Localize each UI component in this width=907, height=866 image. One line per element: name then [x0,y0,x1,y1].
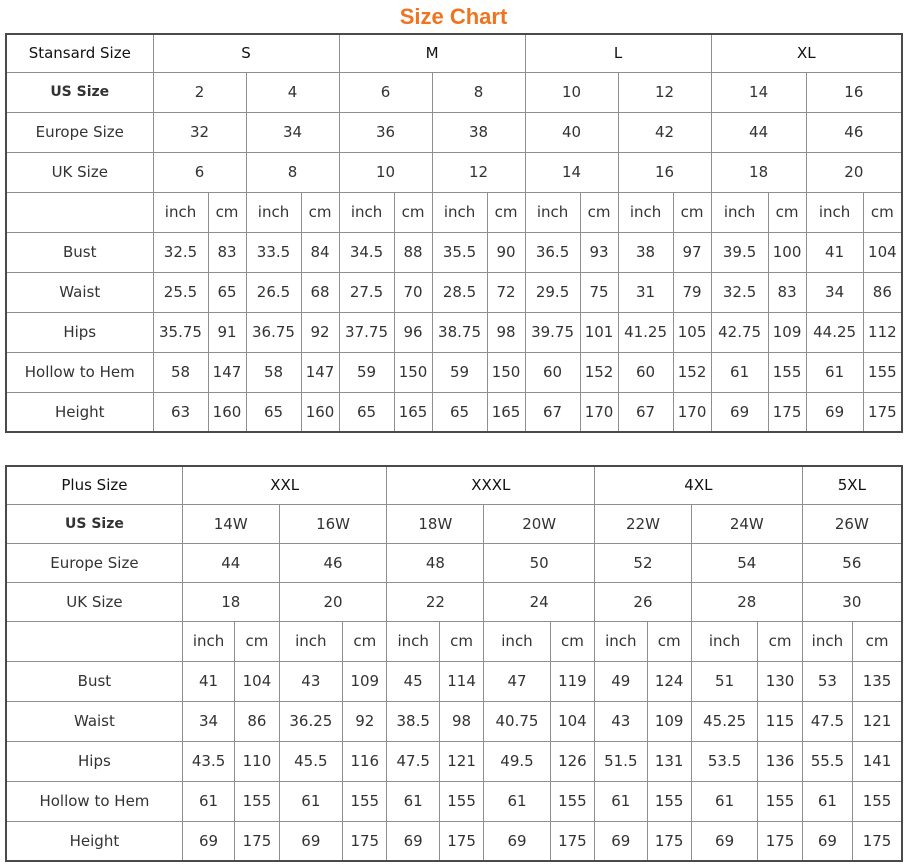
size-value-cell: 52 [595,543,692,582]
measurement-cell: 175 [768,392,806,432]
size-value-cell: 26W [802,504,902,543]
measurement-row [6,701,902,741]
size-name-cell: XXXL [387,466,595,504]
measurement-cell: 165 [394,392,432,432]
measurement-cell: 160 [301,392,339,432]
measurement-row [6,741,902,781]
measurement-cell: 130 [758,661,802,701]
measurement-cell: 165 [487,392,525,432]
measurement-cell: 51.5 [595,741,647,781]
measurement-cell: 98 [487,312,525,352]
row-header: Europe Size [6,543,182,582]
measurement-cell: 91 [208,312,246,352]
row-header: US Size [6,72,153,112]
measurement-cell: 155 [853,781,902,821]
measurement-cell: 61 [387,781,439,821]
measurement-cell: 55.5 [802,741,852,781]
measurement-cell: 69 [806,392,863,432]
size-value-cell: 36 [339,112,432,152]
measurement-cell: 26.5 [246,272,301,312]
row-header: UK Size [6,582,182,621]
measurement-cell: 79 [673,272,711,312]
unit-cell: inch [806,192,863,232]
unit-cell: cm [208,192,246,232]
size-value-cell: 2 [153,72,246,112]
size-value-cell: 32 [153,112,246,152]
measurement-cell: 92 [301,312,339,352]
size-value-cell: 30 [802,582,902,621]
measurement-cell: 175 [647,821,691,861]
row-header: Height [6,821,182,861]
row-header [6,621,182,661]
measurement-cell: 29.5 [525,272,580,312]
measurement-cell: 42.75 [711,312,768,352]
measurement-cell: 33.5 [246,232,301,272]
unit-cell: inch [618,192,673,232]
measurement-cell: 35.75 [153,312,208,352]
measurement-cell: 49 [595,661,647,701]
row-header: Hips [6,312,153,352]
measurement-cell: 69 [595,821,647,861]
size-name-row [6,34,902,72]
size-value-cell: 38 [432,112,525,152]
size-value-cell: 8 [432,72,525,112]
measurement-cell: 155 [768,352,806,392]
measurement-cell: 61 [802,781,852,821]
measurement-cell: 69 [711,392,768,432]
measurement-cell: 69 [279,821,342,861]
size-value-cell: 46 [279,543,387,582]
size-value-cell: 50 [484,543,595,582]
measurement-cell: 150 [487,352,525,392]
measurement-cell: 121 [439,741,483,781]
measurement-row [6,272,902,312]
measurement-cell: 109 [768,312,806,352]
measurement-cell: 47.5 [387,741,439,781]
unit-cell: cm [768,192,806,232]
measurement-cell: 59 [432,352,487,392]
size-value-cell: 20W [484,504,595,543]
size-value-cell: 6 [339,72,432,112]
size-value-cell: 44 [711,112,806,152]
unit-row [6,621,902,661]
measurement-cell: 61 [806,352,863,392]
measurement-cell: 100 [768,232,806,272]
row-header [6,192,153,232]
measurement-cell: 65 [432,392,487,432]
measurement-cell: 109 [647,701,691,741]
row-header: Hollow to Hem [6,781,182,821]
measurement-cell: 105 [673,312,711,352]
measurement-cell: 115 [758,701,802,741]
size-value-cell: 12 [618,72,711,112]
measurement-cell: 65 [246,392,301,432]
measurement-cell: 124 [647,661,691,701]
measurement-cell: 69 [691,821,758,861]
size-name-cell: XL [711,34,902,72]
measurement-cell: 59 [339,352,394,392]
measurement-row [6,661,902,701]
measurement-cell: 53 [802,661,852,701]
us-size-row [6,72,902,112]
measurement-cell: 175 [343,821,387,861]
unit-cell: inch [711,192,768,232]
measurement-cell: 155 [550,781,594,821]
row-header: Hips [6,741,182,781]
measurement-cell: 70 [394,272,432,312]
measurement-cell: 90 [487,232,525,272]
measurement-cell: 109 [343,661,387,701]
measurement-cell: 49.5 [484,741,551,781]
measurement-cell: 31 [618,272,673,312]
size-name-row [6,466,902,504]
measurement-row [6,821,902,861]
measurement-cell: 114 [439,661,483,701]
measurement-cell: 61 [711,352,768,392]
measurement-cell: 69 [484,821,551,861]
measurement-cell: 135 [853,661,902,701]
us-size-row [6,504,902,543]
size-value-cell: 14W [182,504,279,543]
measurement-cell: 28.5 [432,272,487,312]
unit-cell: inch [484,621,551,661]
size-value-cell: 12 [432,152,525,192]
measurement-cell: 45.25 [691,701,758,741]
unit-cell: inch [595,621,647,661]
measurement-cell: 47 [484,661,551,701]
measurement-cell: 67 [525,392,580,432]
size-value-cell: 42 [618,112,711,152]
measurement-cell: 36.25 [279,701,342,741]
measurement-cell: 27.5 [339,272,394,312]
measurement-cell: 112 [863,312,902,352]
measurement-cell: 45 [387,661,439,701]
measurement-cell: 41 [806,232,863,272]
measurement-cell: 175 [863,392,902,432]
row-header: UK Size [6,152,153,192]
unit-cell: inch [339,192,394,232]
measurement-cell: 83 [208,232,246,272]
uk-size-row [6,152,902,192]
measurement-row [6,352,902,392]
measurement-cell: 170 [673,392,711,432]
measurement-cell: 131 [647,741,691,781]
measurement-cell: 152 [580,352,618,392]
measurement-cell: 175 [758,821,802,861]
size-value-cell: 48 [387,543,484,582]
size-value-cell: 34 [246,112,339,152]
measurement-cell: 104 [863,232,902,272]
measurement-cell: 39.75 [525,312,580,352]
unit-cell: cm [439,621,483,661]
row-header: Stansard Size [6,34,153,72]
measurement-cell: 69 [802,821,852,861]
unit-cell: inch [182,621,234,661]
measurement-cell: 61 [595,781,647,821]
size-value-cell: 22 [387,582,484,621]
size-name-cell: 4XL [595,466,803,504]
measurement-cell: 61 [691,781,758,821]
size-value-cell: 16 [806,72,902,112]
row-header: Hollow to Hem [6,352,153,392]
measurement-cell: 93 [580,232,618,272]
measurement-cell: 147 [301,352,339,392]
measurement-cell: 38.75 [432,312,487,352]
unit-cell: inch [802,621,852,661]
measurement-cell: 175 [235,821,279,861]
row-header: Bust [6,232,153,272]
size-value-cell: 18W [387,504,484,543]
measurement-cell: 60 [618,352,673,392]
size-value-cell: 16W [279,504,387,543]
measurement-cell: 155 [647,781,691,821]
measurement-cell: 32.5 [153,232,208,272]
measurement-cell: 88 [394,232,432,272]
size-value-cell: 20 [279,582,387,621]
unit-cell: cm [853,621,902,661]
measurement-cell: 58 [153,352,208,392]
unit-cell: cm [647,621,691,661]
size-value-cell: 14 [525,152,618,192]
unit-cell: inch [691,621,758,661]
row-header: Bust [6,661,182,701]
measurement-cell: 175 [550,821,594,861]
measurement-cell: 121 [853,701,902,741]
row-header: Europe Size [6,112,153,152]
unit-cell: cm [758,621,802,661]
measurement-cell: 47.5 [802,701,852,741]
measurement-cell: 35.5 [432,232,487,272]
unit-cell: inch [387,621,439,661]
measurement-cell: 38.5 [387,701,439,741]
measurement-cell: 86 [863,272,902,312]
measurement-cell: 175 [439,821,483,861]
europe-size-row [6,543,902,582]
unit-cell: inch [246,192,301,232]
unit-cell: inch [432,192,487,232]
measurement-cell: 160 [208,392,246,432]
measurement-cell: 155 [343,781,387,821]
unit-cell: cm [394,192,432,232]
size-value-cell: 24 [484,582,595,621]
measurement-cell: 69 [387,821,439,861]
measurement-cell: 155 [235,781,279,821]
size-value-cell: 44 [182,543,279,582]
measurement-cell: 63 [153,392,208,432]
unit-cell: cm [673,192,711,232]
measurement-cell: 38 [618,232,673,272]
size-name-cell: M [339,34,525,72]
measurement-cell: 96 [394,312,432,352]
measurement-cell: 44.25 [806,312,863,352]
measurement-cell: 97 [673,232,711,272]
size-value-cell: 10 [525,72,618,112]
size-value-cell: 40 [525,112,618,152]
measurement-cell: 34 [806,272,863,312]
page-title: Size Chart [399,4,508,29]
measurement-cell: 152 [673,352,711,392]
measurement-cell: 155 [439,781,483,821]
unit-cell: inch [525,192,580,232]
unit-cell: cm [301,192,339,232]
measurement-cell: 34 [182,701,234,741]
unit-cell: cm [863,192,902,232]
row-header: Waist [6,272,153,312]
measurement-cell: 104 [550,701,594,741]
unit-row [6,192,902,232]
size-value-cell: 4 [246,72,339,112]
plus-size-table [5,465,903,862]
measurement-cell: 68 [301,272,339,312]
measurement-cell: 75 [580,272,618,312]
measurement-cell: 41 [182,661,234,701]
size-value-cell: 56 [802,543,902,582]
measurement-cell: 69 [182,821,234,861]
measurement-cell: 37.75 [339,312,394,352]
unit-cell: cm [235,621,279,661]
measurement-cell: 36.75 [246,312,301,352]
measurement-row [6,392,902,432]
measurement-cell: 61 [279,781,342,821]
measurement-cell: 58 [246,352,301,392]
unit-cell: cm [343,621,387,661]
size-value-cell: 16 [618,152,711,192]
measurement-cell: 83 [768,272,806,312]
size-value-cell: 18 [711,152,806,192]
measurement-cell: 101 [580,312,618,352]
measurement-cell: 43 [279,661,342,701]
measurement-row [6,232,902,272]
measurement-cell: 25.5 [153,272,208,312]
measurement-cell: 98 [439,701,483,741]
measurement-cell: 32.5 [711,272,768,312]
size-value-cell: 26 [595,582,692,621]
measurement-cell: 51 [691,661,758,701]
row-header: Height [6,392,153,432]
measurement-cell: 170 [580,392,618,432]
europe-size-row [6,112,902,152]
measurement-cell: 61 [484,781,551,821]
measurement-cell: 36.5 [525,232,580,272]
size-value-cell: 10 [339,152,432,192]
unit-cell: cm [580,192,618,232]
row-header: Plus Size [6,466,182,504]
measurement-cell: 126 [550,741,594,781]
standard-size-table [5,33,903,433]
size-name-cell: S [153,34,339,72]
measurement-cell: 84 [301,232,339,272]
size-value-cell: 20 [806,152,902,192]
size-value-cell: 14 [711,72,806,112]
size-name-cell: XXL [182,466,387,504]
measurement-cell: 136 [758,741,802,781]
measurement-cell: 40.75 [484,701,551,741]
measurement-cell: 92 [343,701,387,741]
measurement-cell: 119 [550,661,594,701]
measurement-cell: 60 [525,352,580,392]
measurement-cell: 43.5 [182,741,234,781]
measurement-cell: 34.5 [339,232,394,272]
size-value-cell: 24W [691,504,802,543]
size-name-cell: 5XL [802,466,902,504]
size-value-cell: 28 [691,582,802,621]
size-value-cell: 6 [153,152,246,192]
row-header: Waist [6,701,182,741]
unit-cell: cm [487,192,525,232]
measurement-cell: 155 [863,352,902,392]
measurement-cell: 65 [208,272,246,312]
measurement-cell: 61 [182,781,234,821]
unit-cell: inch [153,192,208,232]
unit-cell: inch [279,621,342,661]
measurement-cell: 150 [394,352,432,392]
measurement-cell: 45.5 [279,741,342,781]
size-value-cell: 22W [595,504,692,543]
measurement-cell: 53.5 [691,741,758,781]
size-name-cell: L [525,34,711,72]
size-value-cell: 46 [806,112,902,152]
measurement-cell: 155 [758,781,802,821]
measurement-cell: 175 [853,821,902,861]
row-header: US Size [6,504,182,543]
size-value-cell: 18 [182,582,279,621]
measurement-cell: 110 [235,741,279,781]
measurement-cell: 116 [343,741,387,781]
size-value-cell: 8 [246,152,339,192]
measurement-row [6,781,902,821]
measurement-cell: 147 [208,352,246,392]
measurement-cell: 39.5 [711,232,768,272]
measurement-cell: 86 [235,701,279,741]
measurement-cell: 41.25 [618,312,673,352]
measurement-row [6,312,902,352]
unit-cell: cm [550,621,594,661]
uk-size-row [6,582,902,621]
measurement-cell: 72 [487,272,525,312]
measurement-cell: 43 [595,701,647,741]
size-value-cell: 54 [691,543,802,582]
measurement-cell: 67 [618,392,673,432]
measurement-cell: 65 [339,392,394,432]
measurement-cell: 104 [235,661,279,701]
measurement-cell: 141 [853,741,902,781]
